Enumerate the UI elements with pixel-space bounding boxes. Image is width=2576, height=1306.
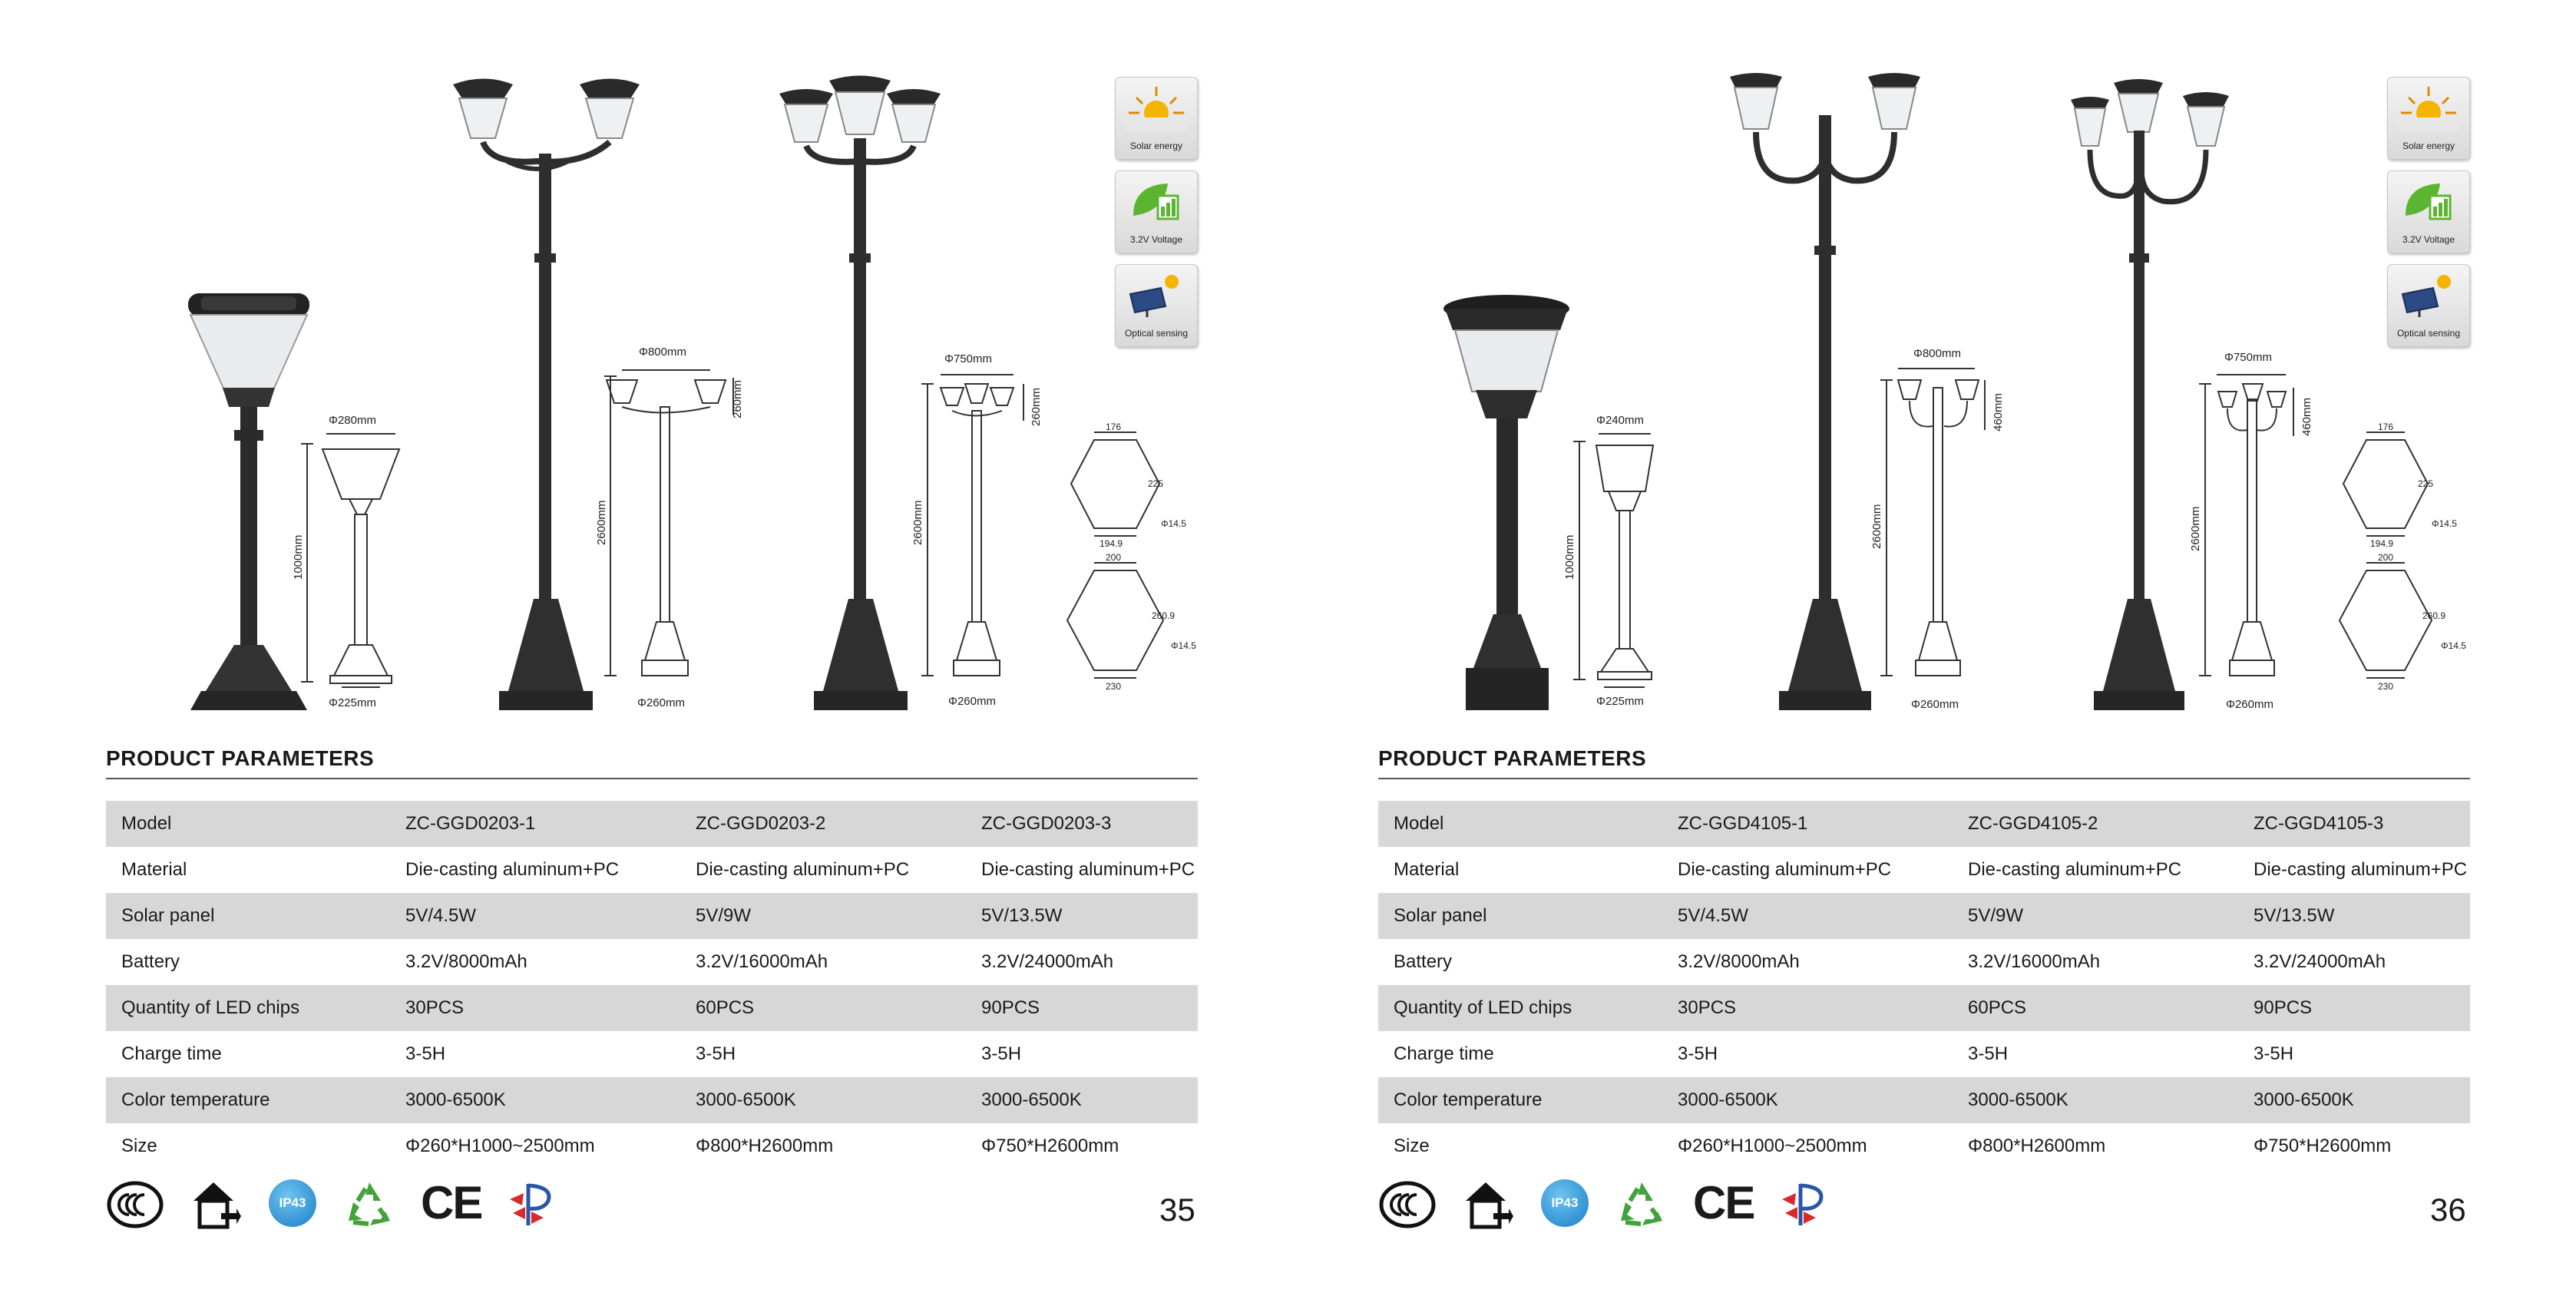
- drawing-single: [301, 434, 399, 687]
- badge-voltage: [2387, 170, 2470, 253]
- dim-width-2: Φ800mm: [1913, 347, 1961, 360]
- param-value: 3.2V/8000mAh: [1678, 951, 1800, 972]
- product-parameters-table: [1378, 801, 2470, 1169]
- param-value: Φ260*H1000~2500mm: [405, 1136, 595, 1156]
- param-value: 3.2V/24000mAh: [2254, 951, 2386, 972]
- recycle-icon: [1615, 1178, 1668, 1232]
- param-value: 3-5H: [2254, 1043, 2294, 1064]
- plan-side2: 260.9: [2422, 610, 2446, 621]
- dim-width-1: Φ240mm: [1596, 414, 1644, 427]
- pdp-logo-icon: [1777, 1178, 1831, 1232]
- solar-energy-icon: [1126, 84, 1187, 130]
- badge-solar-energy: [2387, 77, 2470, 160]
- dim-head-3: 460mm: [2300, 397, 2313, 436]
- param-label: Color temperature: [106, 1077, 390, 1123]
- param-value: ZC-GGD4105-2: [1953, 801, 2238, 847]
- dim-height-3: 2600mm: [911, 500, 924, 545]
- param-label: Color temperature: [1378, 1077, 1662, 1123]
- product-illustrations: [1288, 0, 2575, 737]
- param-label: Charge time: [1394, 1043, 1494, 1064]
- param-label: Size: [1394, 1136, 1430, 1156]
- plan-bottom: 194.9: [2370, 538, 2394, 549]
- solar-energy-icon: [2398, 84, 2459, 130]
- drawing-single: [1573, 434, 1653, 687]
- param-value: Φ800*H2600mm: [696, 1136, 834, 1156]
- plan-top: 176: [2378, 422, 2394, 432]
- plan-bolt2: Φ14.5: [2441, 640, 2466, 651]
- section-heading: PRODUCT PARAMETERS: [1378, 746, 1647, 770]
- dim-base-1: Φ225mm: [329, 696, 376, 709]
- table-row: [1378, 847, 2470, 893]
- param-label: Quantity of LED chips: [1378, 985, 1662, 1031]
- param-value: ZC-GGD4105-1: [1662, 801, 1953, 847]
- plan-bottom: 194.9: [1100, 538, 1123, 549]
- param-value: Φ750*H2600mm: [981, 1136, 1119, 1156]
- table-row: [1378, 1077, 2470, 1123]
- drawing-double: [1880, 369, 1985, 676]
- param-value: Die-casting aluminum+PC: [2254, 859, 2468, 880]
- ip43-badge: IP43: [269, 1179, 316, 1227]
- param-value: 3000-6500K: [966, 1077, 1198, 1123]
- dim-base-3: Φ260mm: [2226, 698, 2273, 711]
- feature-badges: [2387, 77, 2472, 358]
- indoor-outdoor-icon: [190, 1178, 241, 1232]
- table-row: [106, 893, 1198, 939]
- dim-height-3: 2600mm: [2189, 506, 2202, 551]
- dim-height-1: 1000mm: [292, 534, 305, 580]
- table-row: [1378, 1123, 2470, 1169]
- param-value: 60PCS: [1953, 985, 2238, 1031]
- table-row: [106, 1031, 1198, 1077]
- table-row: [1378, 939, 2470, 985]
- table-row: [106, 985, 1198, 1031]
- pdp-logo-icon: [505, 1178, 559, 1232]
- param-value: 3000-6500K: [1662, 1077, 1953, 1123]
- voltage-battery-icon: [2398, 177, 2459, 223]
- param-value: 90PCS: [2238, 985, 2470, 1031]
- indoor-outdoor-icon: [1463, 1178, 1513, 1232]
- table-row: [106, 1123, 1198, 1169]
- drawing-double: [604, 370, 733, 676]
- dim-width-2: Φ800mm: [639, 346, 686, 359]
- param-label: Model: [1378, 801, 1662, 847]
- param-value: 30PCS: [1662, 985, 1953, 1031]
- dim-base-2: Φ260mm: [1911, 698, 1959, 711]
- param-value: 3.2V/24000mAh: [981, 951, 1114, 972]
- param-value: Die-casting aluminum+PC: [981, 859, 1195, 880]
- param-label: Quantity of LED chips: [106, 985, 390, 1031]
- param-value: 5V/4.5W: [390, 893, 680, 939]
- param-value: 5V/13.5W: [966, 893, 1198, 939]
- param-value: 5V/4.5W: [1662, 893, 1953, 939]
- ce-mark: CE: [1693, 1177, 1754, 1228]
- table-row: [106, 1077, 1198, 1123]
- param-value: Die-casting aluminum+PC: [1968, 859, 2182, 880]
- param-value: 60PCS: [680, 985, 966, 1031]
- dim-head-2: 260mm: [731, 379, 744, 418]
- dim-height-1: 1000mm: [1563, 534, 1576, 580]
- param-value: ZC-GGD0203-3: [966, 801, 1198, 847]
- dim-base-1: Φ225mm: [1596, 695, 1644, 708]
- param-value: 3000-6500K: [2238, 1077, 2470, 1123]
- badge-label: 3.2V Voltage: [1129, 234, 1183, 245]
- dim-head-3: 260mm: [1030, 387, 1043, 426]
- dim-height-2: 2600mm: [595, 500, 608, 545]
- drawing-triple: [921, 375, 1023, 676]
- param-value: 3000-6500K: [1953, 1077, 2238, 1123]
- param-value: Die-casting aluminum+PC: [1678, 859, 1892, 880]
- param-value: Φ750*H2600mm: [2254, 1136, 2392, 1156]
- dim-height-2: 2600mm: [1870, 504, 1883, 549]
- voltage-battery-icon: [1126, 177, 1187, 223]
- certification-marks: [106, 1178, 643, 1239]
- param-value: 30PCS: [390, 985, 680, 1031]
- plan-bottom2: 230: [1106, 681, 1122, 692]
- table-row: [1378, 985, 2470, 1031]
- param-label: Material: [121, 859, 187, 880]
- table-row: [1378, 893, 2470, 939]
- optical-sensing-icon: [1126, 271, 1187, 317]
- param-value: Φ260*H1000~2500mm: [1678, 1136, 1867, 1156]
- plan-bolt: Φ14.5: [2432, 518, 2457, 529]
- plan-bottom2: 230: [2378, 681, 2394, 692]
- ce-mark: CE: [421, 1177, 482, 1228]
- param-label: Solar panel: [1378, 893, 1662, 939]
- param-value: 5V/9W: [680, 893, 966, 939]
- param-value: Die-casting aluminum+PC: [696, 859, 910, 880]
- dim-width-1: Φ280mm: [329, 414, 376, 427]
- ccc-mark-icon: [1378, 1178, 1437, 1232]
- param-label: Solar panel: [106, 893, 390, 939]
- param-value: 3-5H: [405, 1043, 446, 1064]
- page-number: 36: [2430, 1192, 2466, 1228]
- param-value: ZC-GGD0203-1: [390, 801, 680, 847]
- certification-marks: [1378, 1178, 1916, 1239]
- product-illustrations: [0, 0, 1288, 737]
- param-value: 3-5H: [696, 1043, 736, 1064]
- dim-base-2: Φ260mm: [637, 696, 685, 709]
- recycle-icon: [342, 1178, 396, 1232]
- param-label: Battery: [1394, 951, 1453, 972]
- heading-rule: [106, 778, 1198, 779]
- table-row: [106, 939, 1198, 985]
- badge-label: Optical sensing: [1124, 328, 1189, 339]
- plan-side: 225: [2418, 478, 2434, 489]
- plan-side2: 260.9: [1152, 610, 1176, 621]
- param-value: 3.2V/8000mAh: [405, 951, 527, 972]
- lamp-photo-double: [1730, 73, 1920, 710]
- param-value: 3-5H: [1968, 1043, 2009, 1064]
- param-value: Die-casting aluminum+PC: [405, 859, 620, 880]
- param-value: Φ800*H2600mm: [1968, 1136, 2106, 1156]
- section-heading: PRODUCT PARAMETERS: [106, 746, 375, 770]
- table-row: [106, 801, 1198, 847]
- plan-side: 225: [1148, 478, 1164, 489]
- lamp-photo-triple: [779, 76, 941, 711]
- param-value: 3.2V/16000mAh: [696, 951, 828, 972]
- plan-top2: 200: [2378, 552, 2394, 563]
- badge-voltage: [1115, 170, 1198, 253]
- lamp-photo-single: [1443, 295, 1569, 710]
- heading-rule: [1378, 778, 2470, 779]
- lamp-photo-single: [188, 293, 309, 710]
- badge-label: Solar energy: [2402, 141, 2455, 151]
- feature-badges: [1115, 77, 1199, 358]
- dim-width-3: Φ750mm: [2224, 351, 2272, 364]
- param-value: 3.2V/16000mAh: [1968, 951, 2101, 972]
- table-row: [106, 847, 1198, 893]
- plan-top2: 200: [1106, 552, 1122, 563]
- param-label: Charge time: [121, 1043, 222, 1064]
- dim-head-2: 460mm: [1992, 392, 2005, 431]
- param-label: Material: [1394, 859, 1460, 880]
- drawing-triple: [2199, 375, 2293, 676]
- optical-sensing-icon: [2398, 271, 2459, 317]
- param-value: ZC-GGD4105-3: [2238, 801, 2470, 847]
- badge-label: Optical sensing: [2396, 328, 2461, 339]
- badge-optical-sensing: [2387, 264, 2470, 347]
- param-value: 3-5H: [981, 1043, 1022, 1064]
- param-value: 5V/13.5W: [2238, 893, 2470, 939]
- plan-top: 176: [1106, 422, 1122, 432]
- table-row: [1378, 1031, 2470, 1077]
- ip43-badge: IP43: [1541, 1179, 1589, 1227]
- plan-bolt2: Φ14.5: [1171, 640, 1196, 651]
- badge-label: 3.2V Voltage: [2402, 234, 2455, 245]
- page-number: 35: [1159, 1192, 1195, 1228]
- param-value: 3000-6500K: [390, 1077, 680, 1123]
- plan-bolt: Φ14.5: [1161, 518, 1186, 529]
- badge-solar-energy: [1115, 77, 1198, 160]
- param-label: Model: [106, 801, 390, 847]
- param-value: 3-5H: [1678, 1043, 1718, 1064]
- param-value: 5V/9W: [1953, 893, 2238, 939]
- badge-optical-sensing: [1115, 264, 1198, 347]
- dim-width-3: Φ750mm: [944, 352, 992, 365]
- param-value: ZC-GGD0203-2: [680, 801, 966, 847]
- param-value: 90PCS: [966, 985, 1198, 1031]
- param-label: Battery: [121, 951, 180, 972]
- table-row: [1378, 801, 2470, 847]
- ccc-mark-icon: [106, 1178, 164, 1232]
- param-label: Size: [121, 1136, 157, 1156]
- badge-label: Solar energy: [1129, 141, 1183, 151]
- dim-base-3: Φ260mm: [948, 695, 996, 708]
- catalog-page-36: [1288, 0, 2575, 1306]
- param-value: 3000-6500K: [680, 1077, 966, 1123]
- product-parameters-table: [106, 801, 1198, 1169]
